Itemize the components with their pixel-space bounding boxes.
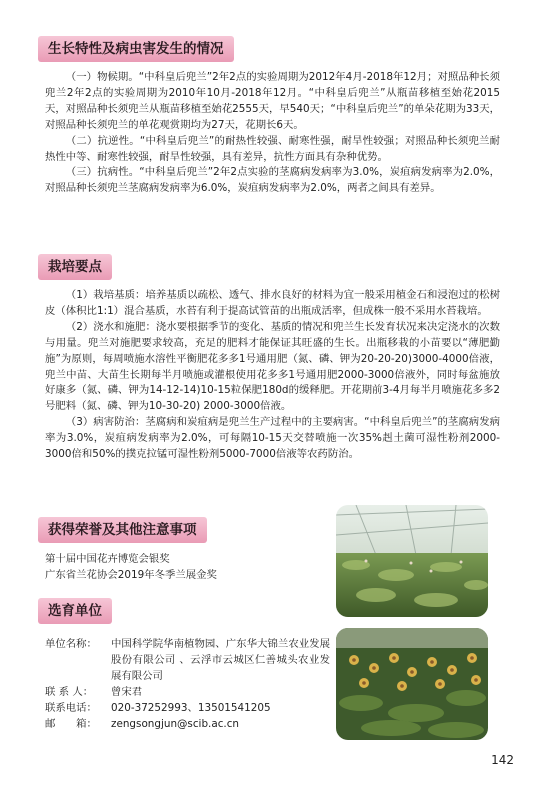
breeder-row-phone — [45, 701, 330, 717]
breeder-value: 曾宋君 — [111, 685, 143, 698]
greenhouse-photo — [336, 505, 488, 617]
section-title-growth: 生长特性及病虫害发生的情况 — [38, 36, 234, 62]
breeder-label: 联系电话： — [45, 701, 97, 714]
cultivation-paragraph-watering: （2）浇水和施肥：浇水要根据季节的变化、基质的情况和兜兰生长发育状况来决定浇水的次数与用量。兜兰对施肥要求较高，充足的肥料才能保证其旺盛的生长。出瓶移栽的小苗要以“薄肥勤施”为原则，每周喷施水溶性平衡肥花多多1号通用肥（氮、磷、钾为20-20-20)3000-4000倍液，兜兰中苗、大苗生长期每半月喷施或灌根使用花多多1号通用肥2000-3000倍液外，同时每盆施放好康多（氮、磷、钾为14-12-14)10-15粒保肥180d的缓释肥。开花期前3-4月每半月喷施花多多2号肥料（氮、磷、钾为10-30-20) 2000-3000倍液。 — [45, 320, 500, 413]
breeder-value: 中国科学院华南植物园、广东华大锦兰农业发展股份有限公司 、云浮市云城区仁善城头农业发展有限公司 — [111, 638, 330, 682]
growth-paragraph-disease: （三）抗病性。“中科皇后兜兰”2年2点实验的茎腐病发病率为3.0%，炭疽病发病率为2.0%，对照品种长须兜兰茎腐病发病率为6.0%，炭疽病发病率为2.0%，两者之间具有差异。 — [45, 166, 500, 195]
breeder-label: 邮 箱： — [45, 717, 97, 730]
cultivation-text — [45, 288, 500, 463]
breeder-row-contact — [45, 685, 330, 701]
growth-paragraph-resistance: （二）抗逆性。“中科皇后兜兰”的耐热性较强、耐寒性强，耐旱性较强；对照品种长须兜兰耐热性中等、耐寒性较强，耐旱性较强，具有差异，抗性方面具有杂种优势。 — [45, 134, 500, 163]
breeder-value: 020-37252993、13501541205 — [111, 701, 271, 714]
section-title-breeder: 选育单位 — [38, 598, 112, 624]
growth-paragraph-phenology: （一）物候期。“中科皇后兜兰”2年2点的实验周期为2012年4月-2018年12月；对照品种长须兜兰2年2点的实验周期为2010年10月-2018年12月。“中科皇后兜兰”从瓶苗移植至始花2015天，对照品种长须兜兰从瓶苗移植至始花2555天，早540天；“中科皇后兜兰”的单朵花期为33天，对照品种长须兜兰的单花观赏期均为27天，花期长6天。 — [45, 71, 500, 131]
honors-list — [45, 552, 315, 584]
cultivation-paragraph-substrate: （1）栽培基质：培养基质以疏松、透气、排水良好的材料为宜一般采用植金石和浸泡过的松树皮（体积比1:1）混合基质，水苔有利于提高试管苗的出瓶成活率，但成株一般不采用水苔栽培。 — [45, 289, 500, 317]
breeder-label: 单位名称： — [45, 638, 97, 650]
honor-item: 第十届中国花卉博览会银奖 — [45, 553, 170, 565]
breeder-row-unit — [45, 637, 330, 685]
section-title-honors: 获得荣誉及其他注意事项 — [38, 517, 207, 543]
breeder-row-email — [45, 717, 330, 733]
honor-item: 广东省兰花协会2019年冬季兰展金奖 — [45, 568, 217, 581]
breeder-info — [45, 637, 330, 732]
flowers-photo — [336, 628, 488, 740]
section-title-cultivation: 栽培要点 — [38, 254, 112, 280]
breeder-label: 联 系 人： — [45, 685, 94, 698]
growth-text — [45, 70, 500, 197]
page-number: 142 — [491, 753, 514, 767]
breeder-value: zengsongjun@scib.ac.cn — [111, 717, 240, 730]
cultivation-paragraph-pest-control: （3）病害防治：茎腐病和炭疽病是兜兰生产过程中的主要病害。“中科皇后兜兰”的茎腐病发病率为3.0%，炭疽病发病率为2.0%，可每隔10-15天交替喷施一次35%赳土菌可湿性粉剂2000-3000倍和50%的撲克拉锰可湿性粉剂5000-7000倍液等农药防治。 — [45, 416, 500, 461]
